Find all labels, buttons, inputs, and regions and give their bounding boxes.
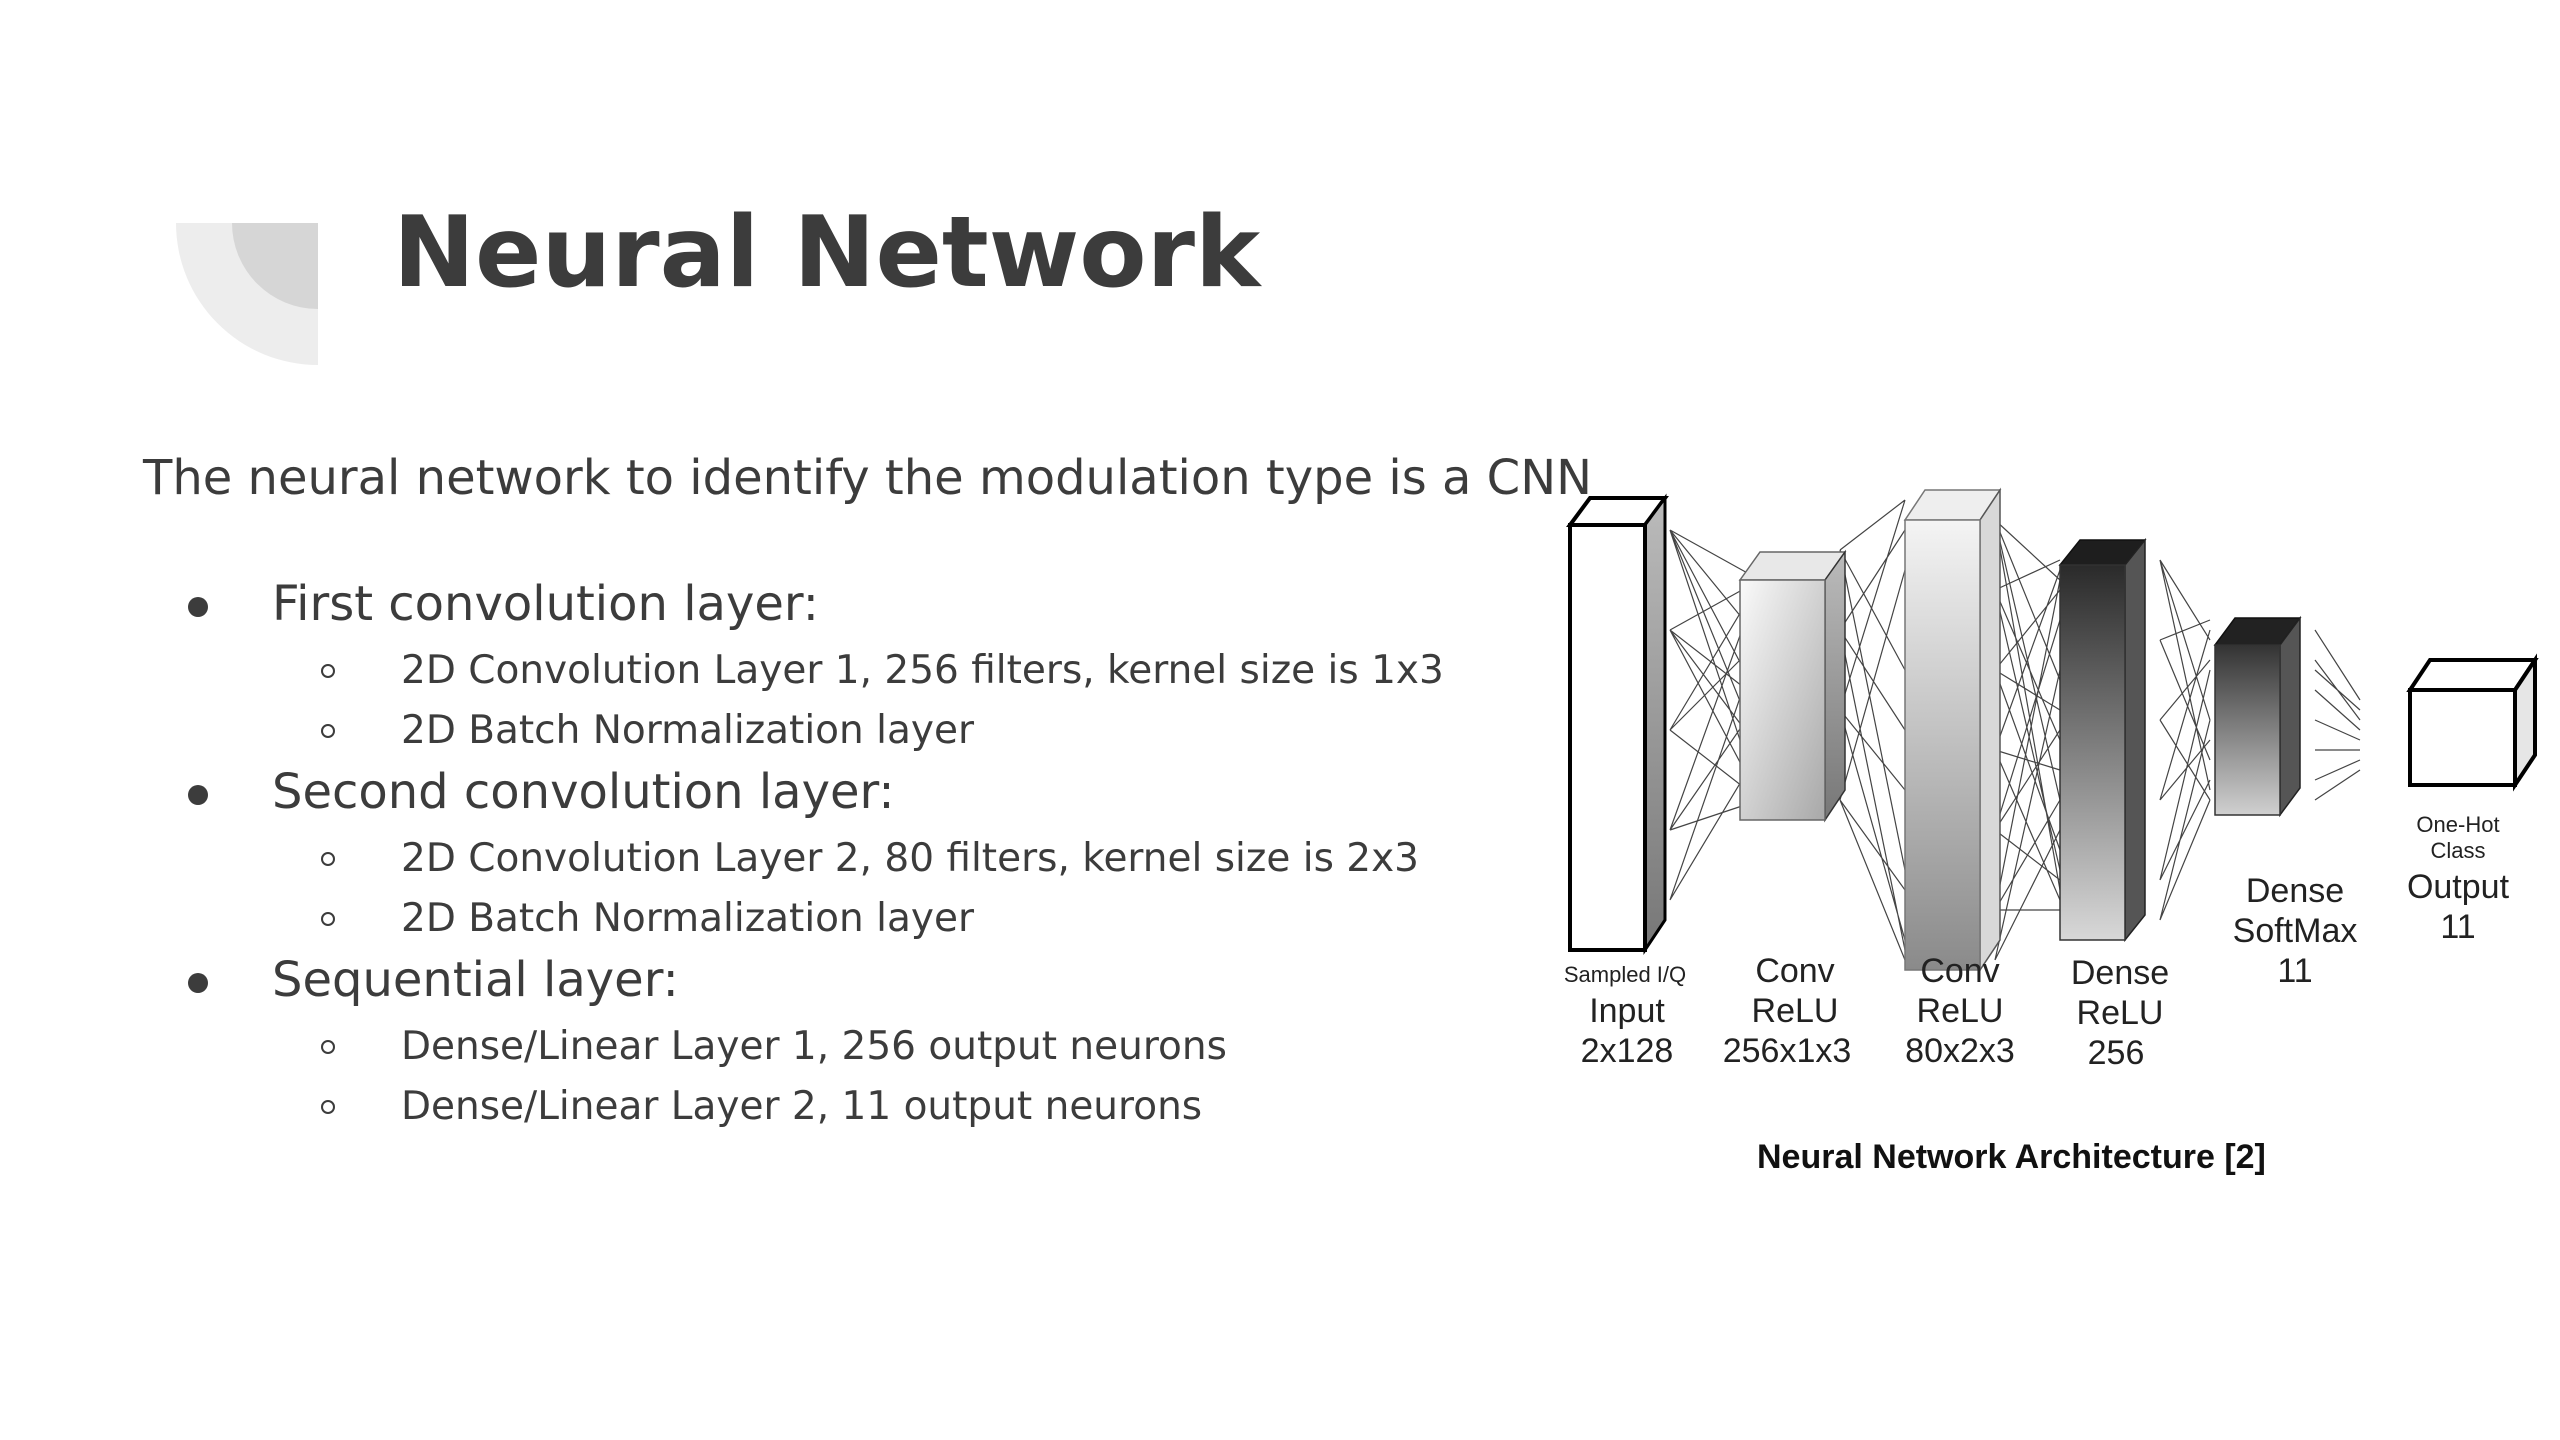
softmax-label-line3: 11 [2277,952,2313,990]
bullet-dot [188,785,208,805]
sub-bullet-circle [321,852,335,866]
dense256-label-line3: 256 [2087,1034,2145,1072]
softmax-label-line1: Dense [2245,872,2345,910]
sub-bullet-item: 2D Convolution Layer 2, 80 filters, kernel size is 2x3 [401,836,1419,881]
output-label-small2: Class [2430,838,2486,863]
conv2-label-line1: Conv [1920,952,2000,990]
sub-bullet-circle [321,664,335,678]
softmax-label-line2: SoftMax [2232,912,2358,950]
sub-bullet-circle [321,1040,335,1054]
output-label-small1: One-Hot [2416,812,2500,837]
bullet-item: Sequential layer: [272,952,679,1008]
bullet-dot [188,597,208,617]
sub-bullet-item: 2D Batch Normalization layer [401,896,975,941]
sub-bullet-circle [321,1100,335,1114]
conv1-label-line3: 256x1x3 [1722,1032,1852,1070]
bullet-item: First convolution layer: [272,576,819,632]
conv1-label-line2: ReLU [1751,992,1839,1030]
sub-bullet-item: Dense/Linear Layer 1, 256 output neurons [401,1024,1227,1069]
diagram-caption: Neural Network Architecture [2] [1757,1138,2266,1176]
bullet-dot [188,973,208,993]
dense-softmax-layer-block [2215,618,2300,815]
output-label-line2: 11 [2440,908,2476,946]
sub-bullet-item: 2D Convolution Layer 1, 256 filters, kernel size is 1x3 [401,648,1444,693]
sub-bullet-item: Dense/Linear Layer 2, 11 output neurons [401,1084,1203,1129]
input-label-line2: 2x128 [1580,1032,1674,1070]
sub-bullet-item: 2D Batch Normalization layer [401,708,975,753]
input-label-line1: Input [1589,992,1665,1030]
dense256-label-line1: Dense [2070,954,2170,992]
intro-text: The neural network to identify the modulation type is a CNN [143,450,1592,506]
conv1-layer-block [1740,552,1845,820]
conv1-label-line1: Conv [1755,952,1835,990]
dense256-label-line2: ReLU [2076,994,2164,1032]
slide-title: Neural Network [393,196,1261,310]
conv2-label-line2: ReLU [1916,992,2004,1030]
bullet-item: Second convolution layer: [272,764,895,820]
dense-256-layer-block [2060,540,2145,940]
input-layer-block [1570,498,1665,950]
sub-bullet-circle [321,724,335,738]
conv2-label-line3: 80x2x3 [1905,1032,2015,1070]
conv2-layer-block [1905,490,2000,970]
input-label-small: Sampled I/Q [1563,962,1687,987]
sub-bullet-circle [321,912,335,926]
output-label-line1: Output [2406,868,2510,906]
decorative-corner-shape [176,223,318,365]
output-layer-block [2410,660,2535,785]
network-architecture-diagram [1550,470,2550,1110]
